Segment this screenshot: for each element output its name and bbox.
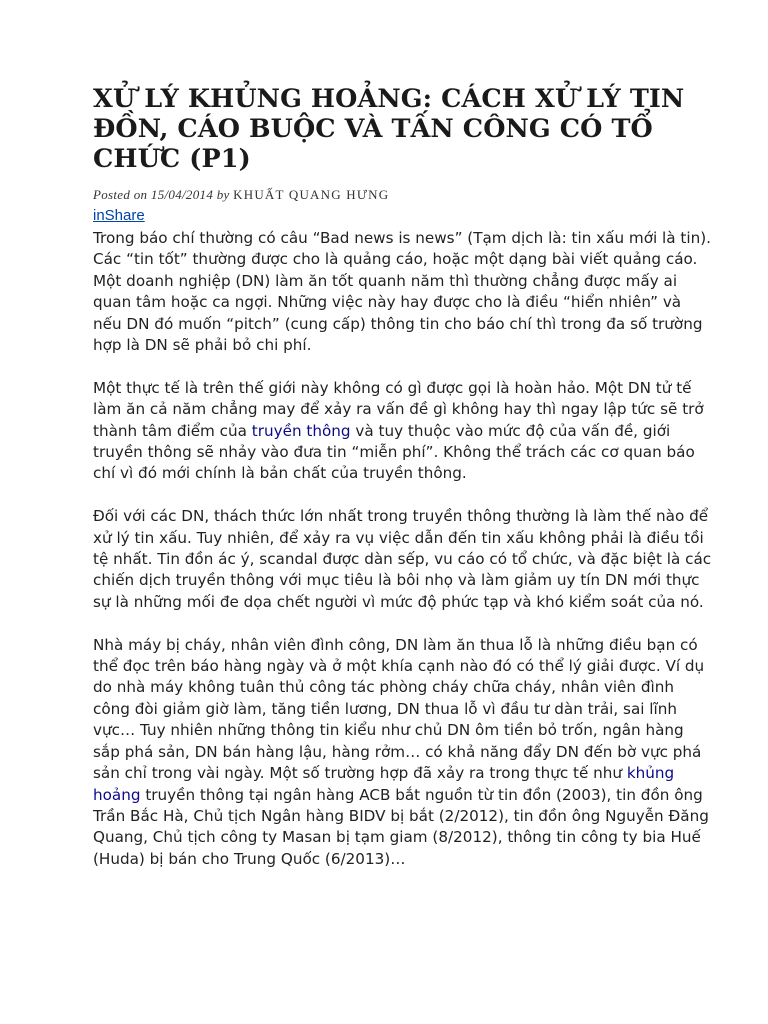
paragraph-1 bbox=[93, 228, 713, 356]
link-truyen-thong[interactable]: truyền thông bbox=[251, 421, 351, 440]
posted-label: Posted on bbox=[93, 187, 148, 202]
paragraph-4 bbox=[93, 635, 713, 870]
paragraph-text: và tuy thuộc vào mức độ của vấn đề, giới truyền thông sẽ nhảy vào đưa tin “miễn phí”. Không thể trách các cơ quan báo chí vì đó mới chính là bản chất của truyền thông. bbox=[93, 421, 695, 483]
by-label: by bbox=[216, 187, 230, 202]
paragraph-text: Một thực tế là trên thế giới này không có gì được gọi là hoàn hảo. Một DN tử tế làm ăn cả năm chẳng may để xảy ra vấn đề gì không hay thì ngay lập tức sẽ trở thành tâm điểm của bbox=[93, 378, 704, 440]
article bbox=[93, 84, 713, 892]
link-khung-hoang[interactable]: khủng hoảng bbox=[93, 764, 675, 804]
post-date[interactable]: 15/04/2014 bbox=[150, 187, 214, 202]
inshare-button[interactable]: inShare bbox=[93, 207, 145, 224]
paragraph-text: truyền thông tại ngân hàng ACB bắt nguồn từ tin đồn (2003), tin đồn ông Trần Bắc Hà, Chủ tịch Ngân hàng BIDV bị bắt (2/2012), tin đồn ông Nguyễn Đăng Quang, Chủ tịch công ty Masan bị tạm giam (8/2012), thông tin công ty bia Huế (Huda) bị bán cho Trung Quốc (6/2013)… bbox=[93, 785, 709, 868]
paragraph-text: Đối với các DN, thách thức lớn nhất trong truyền thông thường là làm thế nào để xử lý tin xấu. Tuy nhiên, để xảy ra vụ việc dẫn đến tin xấu không phải là điều tồi tệ nhất. Tin đồn ác ý, scandal được dàn sếp, vu cáo có tổ chức, và đặc biệt là các chiến dịch truyền thông với mục tiêu là bôi nhọ và làm giảm uy tín DN mới thực sự là những mối đe dọa chết người vì mức độ phức tạp và khó kiểm soát của nó. bbox=[93, 507, 712, 611]
article-body bbox=[93, 228, 713, 870]
paragraph-2 bbox=[93, 378, 713, 485]
paragraph-text: Trong báo chí thường có câu “Bad news is news” (Tạm dịch là: tin xấu mới là tin). Các “tin tốt” thường được cho là quảng cáo, hoặc một dạng bài viết quảng cáo. Một doanh nghiệp (DN) làm ăn tốt quanh năm thì thường chẳng được mấy ai quan tâm hoặc ca ngợi. Những việc này hay được cho là điều “hiển nhiên” và nếu DN đó muốn “pitch” (cung cấp) thông tin cho báo chí thì trong đa số trường hợp là DN sẽ phải bỏ chi phí. bbox=[93, 229, 711, 355]
article-title: XỬ LÝ KHỦNG HOẢNG: CÁCH XỬ LÝ TIN ĐỒN, CÁO BUỘC VÀ TẤN CÔNG CÓ TỔ CHỨC (P1) bbox=[93, 84, 685, 174]
paragraph-3 bbox=[93, 506, 713, 613]
author-name[interactable]: KHUẤT QUANG HƯNG bbox=[233, 187, 390, 202]
paragraph-text: Nhà máy bị cháy, nhân viên đình công, DN làm ăn thua lỗ là những điều bạn có thể đọc trên báo hàng ngày và ở một khía cạnh nào đó có thể lý giải được. Ví dụ do nhà máy không tuân thủ công tác phòng cháy chữa cháy, nhân viên đình công đòi giảm giờ làm, tăng tiền lương, DN thua lỗ vì đầu tư dàn trải, sai lĩnh vực… Tuy nhiên những thông tin kiểu như chủ DN ôm tiền bỏ trốn, ngân hàng sắp phá sản, DN bán hàng lậu, hàng rởm… có khả năng đẩy DN đến bờ vực phá sản chỉ trong vài ngày. Một số trường hợp đã xảy ra trong thực tế như bbox=[93, 635, 705, 783]
post-meta bbox=[93, 187, 713, 203]
